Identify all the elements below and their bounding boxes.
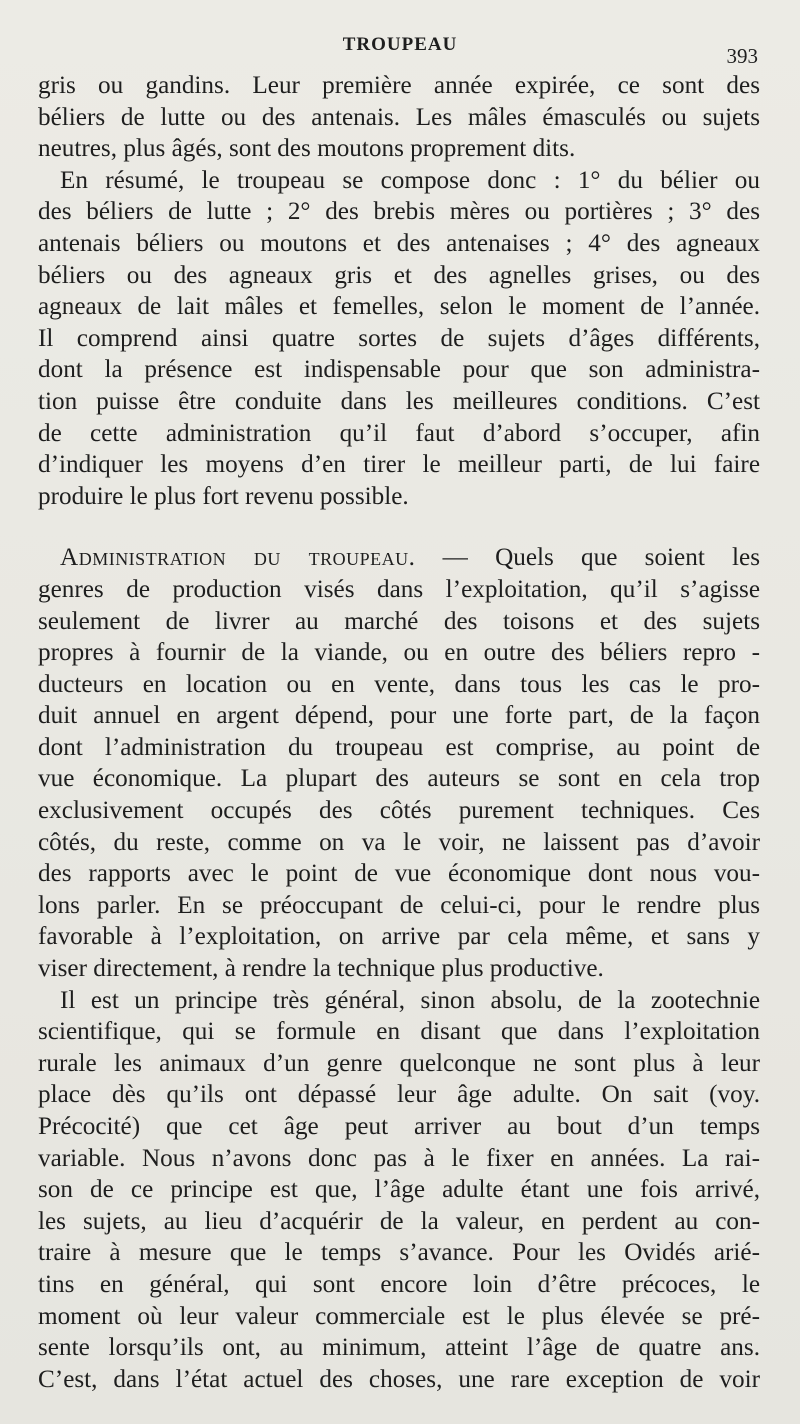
text-line: béliers ou des agneaux gris et des agnelles grises, ou des xyxy=(38,261,760,289)
text-line: béliers de lutte ou des antenais. Les mâles émasculés ou sujets xyxy=(38,103,760,131)
text-line: propres à fournir de la viande, ou en outre des béliers repro - xyxy=(38,639,760,667)
text-line: ducteurs en location ou en vente, dans tous les cas le pro- xyxy=(38,670,760,698)
text-line: genres de production visés dans l’exploitation, qu’il s’agisse xyxy=(38,575,760,603)
text-line: place dès qu’ils ont dépassé leur âge adulte. On sait (voy. xyxy=(38,1081,760,1109)
paragraph-3 xyxy=(38,542,760,984)
text-line: variable. Nous n’avons donc pas à le fixer en années. La rai- xyxy=(38,1144,760,1172)
text-line: Il est un principe très général, sinon absolu, de la zootechnie xyxy=(60,986,760,1014)
text-line: lons parler. En se préoccupant de celui-ci, pour le rendre plus xyxy=(38,891,760,919)
heading-dash: — xyxy=(415,544,496,572)
paragraph-1 xyxy=(38,70,760,165)
text-line: tins en général, qui sont encore loin d’être précoces, le xyxy=(38,1270,760,1298)
text-line: favorable à l’exploitation, on arrive par cela même, et sans y xyxy=(38,923,760,951)
text-line: rurale les animaux d’un genre quelconque ne sont plus à leur xyxy=(38,1049,760,1077)
paragraph-2 xyxy=(38,165,760,513)
section-spacer xyxy=(38,512,760,542)
text-line: gris ou gandins. Leur première année expirée, ce sont des xyxy=(38,72,760,99)
text-line: duit annuel en argent dépend, pour une forte part, de la façon xyxy=(38,702,760,730)
text-line: des béliers de lutte ; 2° des brebis mères ou portières ; 3° des xyxy=(38,198,760,226)
text-line: neutres, plus âgés, sont des moutons proprement dits. xyxy=(38,135,576,163)
section-heading-line xyxy=(38,542,760,574)
text-line: traire à mesure que le temps s’avance. Pour les Ovidés arié- xyxy=(38,1239,760,1267)
text-line: d’indiquer les moyens d’en tirer le meilleur parti, de lui faire xyxy=(38,451,760,479)
text-line: exclusivement occupés des côtés purement techniques. Ces xyxy=(38,797,760,825)
text-line: de cette administration qu’il faut d’abord s’occuper, afin xyxy=(38,419,760,447)
text-line: vue économique. La plupart des auteurs se sont en cela trop xyxy=(38,765,760,793)
text-line: des rapports avec le point de vue économique dont nous vou- xyxy=(38,860,760,888)
text-line: côtés, du reste, comme on va le voir, ne laissent pas d’avoir xyxy=(38,828,760,856)
text-line: produire le plus fort revenu possible. xyxy=(38,482,409,510)
text-line: antenais béliers ou moutons et des antenaises ; 4° des agneaux xyxy=(38,229,760,257)
text-line: son de ce principe est que, l’âge adulte étant une fois arrivé, xyxy=(38,1176,760,1204)
text-line: seulement de livrer au marché des toisons et des sujets xyxy=(38,607,760,635)
text-line: dont l’administration du troupeau est comprise, au point de xyxy=(38,733,760,761)
text-line: tion puisse être conduite dans les meilleures conditions. C’est xyxy=(38,387,760,415)
body-text xyxy=(38,70,760,1395)
text-line: Précocité) que cet âge peut arriver au bout d’un temps xyxy=(38,1113,760,1140)
paragraph-4 xyxy=(38,985,760,1396)
text-line: dont la présence est indispensable pour que son administra- xyxy=(38,356,760,384)
text-line: les sujets, au lieu d’acquérir de la valeur, en perdent au con- xyxy=(38,1207,760,1235)
section-heading: Administration du troupeau. xyxy=(60,544,416,572)
heading-line-rest: Quels que soient les xyxy=(495,544,761,572)
text-line: En résumé, le troupeau se compose donc : 1° du bélier ou xyxy=(60,166,760,194)
text-line: sente lorsqu’ils ont, au minimum, atteint l’âge de quatre ans. xyxy=(38,1334,760,1362)
text-line: scientifique, qui se formule en disant que dans l’exploitation xyxy=(38,1018,760,1046)
text-line: moment où leur valeur commerciale est le plus élevée se pré- xyxy=(38,1302,760,1330)
text-line: C’est, dans l’état actuel des choses, une rare exception de voir xyxy=(38,1365,760,1393)
text-line: Il comprend ainsi quatre sortes de sujets d’âges différents, xyxy=(38,324,760,352)
running-title: TROUPEAU xyxy=(342,34,458,55)
text-line: agneaux de lait mâles et femelles, selon le moment de l’année. xyxy=(38,293,760,321)
text-line: viser directement, à rendre la technique plus productive. xyxy=(38,955,604,983)
page-number: 393 xyxy=(726,44,758,68)
